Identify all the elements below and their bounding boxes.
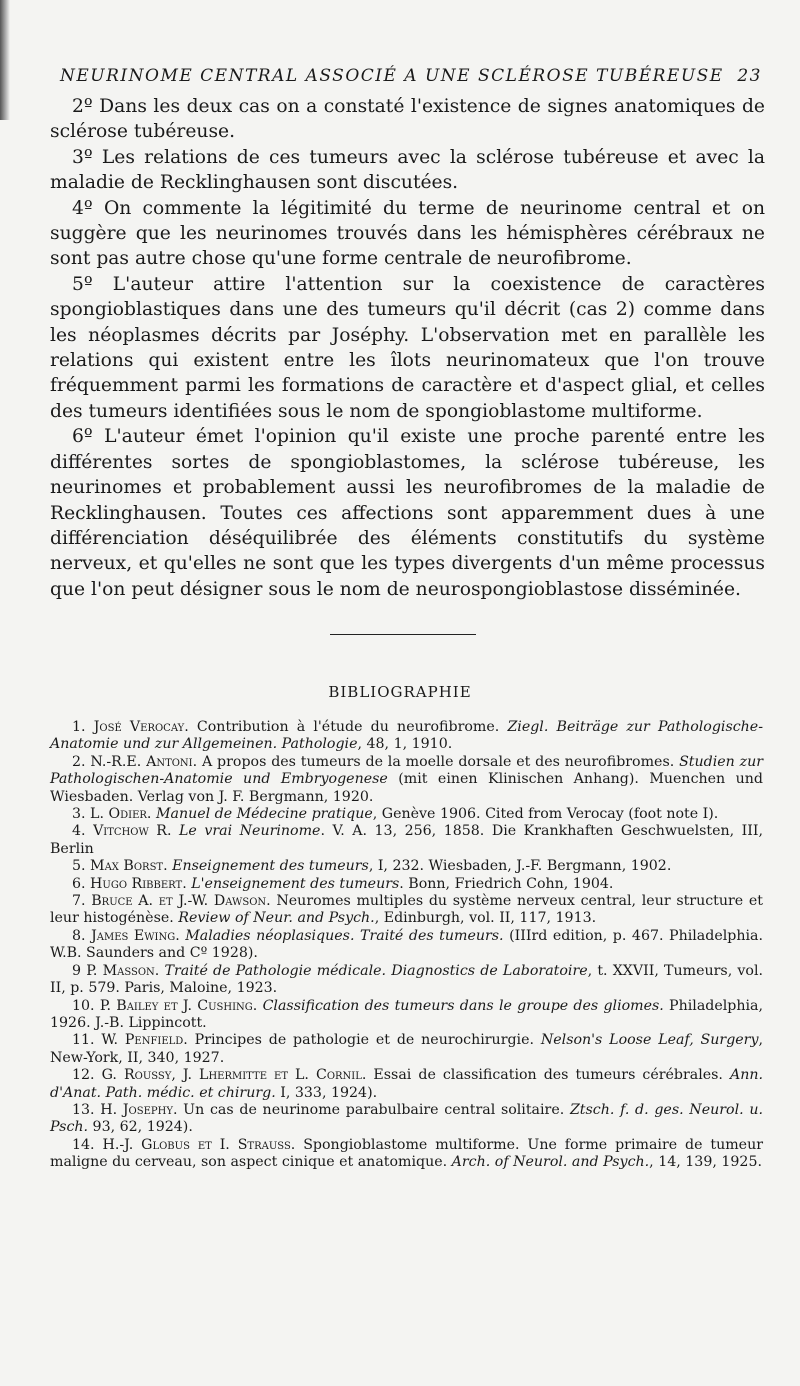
paragraph-4: 4º On commente la légitimité du terme de neurinome central et on suggère que les neurinomes trouvés dans les hémisphères cérébraux ne sont pas autre chose qu'une forme centrale de neurofibrome. [50,197,765,270]
bibliography-entry [50,1067,763,1102]
ref-author: G. Roussy, J. Lhermitte et L. Cornil. [101,1067,367,1084]
ref-source: Studien zur Pathologischen-Anatomie und Embryogenese [50,753,763,788]
bibliography-entry [50,719,763,754]
ref-tail: , Genève 1906. Cited from Verocay (foot note I). [372,806,719,823]
ref-tail: , Edinburgh, vol. II, 117, 1913. [374,910,597,927]
ref-source: Ztsch. f. d. ges. Neurol. u. Psch. [50,1101,763,1136]
bibliography-list [50,719,763,1172]
ref-author: Bruce A. et J.-W. Dawson. [91,893,271,910]
bibliography-entry [50,1032,763,1067]
ref-source: Ziegl. Beiträge zur Pathologische-Anatomie und zur Allgemeinen. Pathologie [50,719,763,753]
ref-tail: (mit einen Klinischen Anhang). Muenchen und Wiesbaden. Verlag von J. F. Bergmann, 1920. [50,771,763,805]
ref-text: Un cas de neurinome parabulbaire central solitaire. [177,1101,570,1118]
bibliography-entry [50,963,763,998]
ref-number: 2. [72,753,91,770]
bibliography-entry [50,806,763,823]
ref-tail: , New-York, II, 340, 1927. [50,1032,763,1066]
ref-source: L'enseignement des tumeurs [191,875,400,892]
ref-source: Le vrai Neurinome [179,823,321,840]
ref-source: Review of Neur. and Psych. [178,910,375,927]
ref-number: 8. [72,927,92,944]
ref-author: Hugo Ribbert. [90,875,187,892]
ref-number: 5. [72,858,91,875]
ref-tail: , 48, 1, 1910. [357,736,453,753]
ref-source: Enseignement des tumeurs [172,858,369,875]
ref-text: Principes de pathologie et de neurochirurgie. [187,1032,541,1049]
conclusions-text [50,94,765,602]
ref-number: 10. [72,997,100,1014]
ref-author: N.-R.E. Antoni. [90,753,198,770]
ref-author: P. Masson. [86,962,160,979]
ref-number: 4. [72,823,94,840]
ref-tail: , 14, 139, 1925. [649,1154,762,1171]
ref-source: Maladies néoplasiques. Traité des tumeurs. [185,927,504,944]
ref-tail: Philadelphia, 1926. J.-B. Lippincott. [50,997,764,1031]
ref-source: Nelson's Loose Leaf, Surgery [540,1032,759,1049]
bibliography-entry [50,1137,763,1172]
ref-number: 14. [72,1136,103,1153]
bibliography-entry [50,876,763,893]
paragraph-3: 3º Les relations de ces tumeurs avec la sclérose tubéreuse et avec la maladie de Recklinghausen sont discutées. [50,146,765,194]
ref-text: A propos des tumeurs de la moelle dorsale et des neurofibromes. [197,753,680,770]
ref-author: H. Josephy. [100,1101,178,1118]
ref-source: Arch. of Neurol. and Psych. [451,1154,650,1171]
section-divider [330,634,476,635]
ref-author: James Ewing. [91,927,180,944]
bibliography-entry [50,928,763,963]
ref-tail: , t. XXVII, Tumeurs, vol. II, p. 579. Paris, Maloine, 1923. [50,962,763,997]
ref-tail: , I, 232. Wiesbaden, J.-F. Bergmann, 1902. [368,858,672,875]
ref-number: 3. [72,806,91,823]
bibliography-entry [50,1102,763,1137]
paragraph-5: 5º L'auteur attire l'attention sur la coexistence de caractères spongioblastiques dans une des tumeurs qu'il décrit (cas 2) comme dans les néoplasmes décrits par Joséphy. L'observation met en parallèle les relations qui existent entre les îlots neurinomateux que l'on trouve fréquemment parmi les formations de caractère et d'aspect glial, et celles des tumeurs identifiées sous le nom de spongioblastome multiforme. [50,273,765,422]
ref-number: 6. [72,875,91,892]
ref-author: W. Penfield. [101,1032,188,1049]
bibliography-entry [50,893,763,928]
ref-number: 1. [72,719,94,735]
bibliography-entry [50,754,763,806]
ref-tail: (IIIrd edition, p. 467. Philadelphia. W.B. Saunders and Cº 1928). [50,927,764,962]
ref-author: P. Bailey et J. Cushing. [99,997,258,1014]
ref-tail: . V. A. 13, 256, 1858. Die Krankhaften Geschwuelsten, III, Berlin [50,823,763,857]
ref-number: 11. [72,1032,102,1049]
ref-author: José Verocay. [93,719,189,735]
ref-source: Manuel de Médecine pratique [155,806,373,823]
ref-number: 7. [72,893,92,910]
bibliography-entry [50,858,763,875]
ref-author: L. Odier. [90,806,152,823]
ref-source: Classification des tumeurs dans le groupe des gliomes. [262,997,664,1014]
ref-author: Vitchow R. [93,823,172,840]
ref-number: 12. [72,1067,102,1084]
ref-source: Ann. d'Anat. Path. médic. et chirurg. [50,1067,763,1101]
ref-tail: 93, 62, 1924). [88,1119,193,1136]
ref-text: Neuromes multiples du système nerveux central, leur structure et leur histogénèse. [50,893,763,927]
ref-text: Contribution à l'étude du neurofibrome. [188,719,508,735]
ref-text: Spongioblastome multiforme. Une forme primaire de tumeur maligne du cerveau, son aspect cinique et anatomique. [50,1136,764,1171]
ref-text: Essai de classification des tumeurs cérébrales. [366,1067,730,1084]
ref-source: Traité de Pathologie médicale. Diagnostics de Laboratoire [164,962,588,979]
ref-number: 9 [72,962,87,979]
ref-tail: . Bonn, Friedrich Cohn, 1904. [399,875,614,892]
paragraph-2: 2º Dans les deux cas on a constaté l'existence de signes anatomiques de sclérose tubéreuse. [50,96,765,143]
running-title: NEURINOME CENTRAL ASSOCIÉ A UNE SCLÉROSE TUBÉREUSE [60,66,724,86]
ref-author: H.-J. Globus et I. Strauss. [102,1136,296,1153]
bibliography-entry [50,823,763,858]
ref-author: Max Borst. [90,858,168,875]
running-head [60,66,762,86]
ref-text [171,823,179,839]
bibliography-entry [50,998,763,1033]
paragraph-6: 6º L'auteur émet l'opinion qu'il existe une proche parenté entre les différentes sortes de spongioblastomes, la sclérose tubéreuse, les neurinomes et probablement aussi les neurofibromes de la maladie de Recklinghausen. Toutes ces affections sont apparemment dues à une différenciation déséquilibrée des éléments constitutifs du système nerveux, et qu'elles ne sont que les types divergents d'un même processus que l'on peut désigner sous le nom de neurospongioblastose disséminée. [50,426,765,600]
ref-tail: I, 333, 1924). [275,1084,378,1101]
page-number: 23 [737,66,762,86]
page-edge-shadow [0,0,10,120]
ref-number: 13. [72,1101,101,1118]
bibliography-title: BIBLIOGRAPHIE [328,683,472,701]
